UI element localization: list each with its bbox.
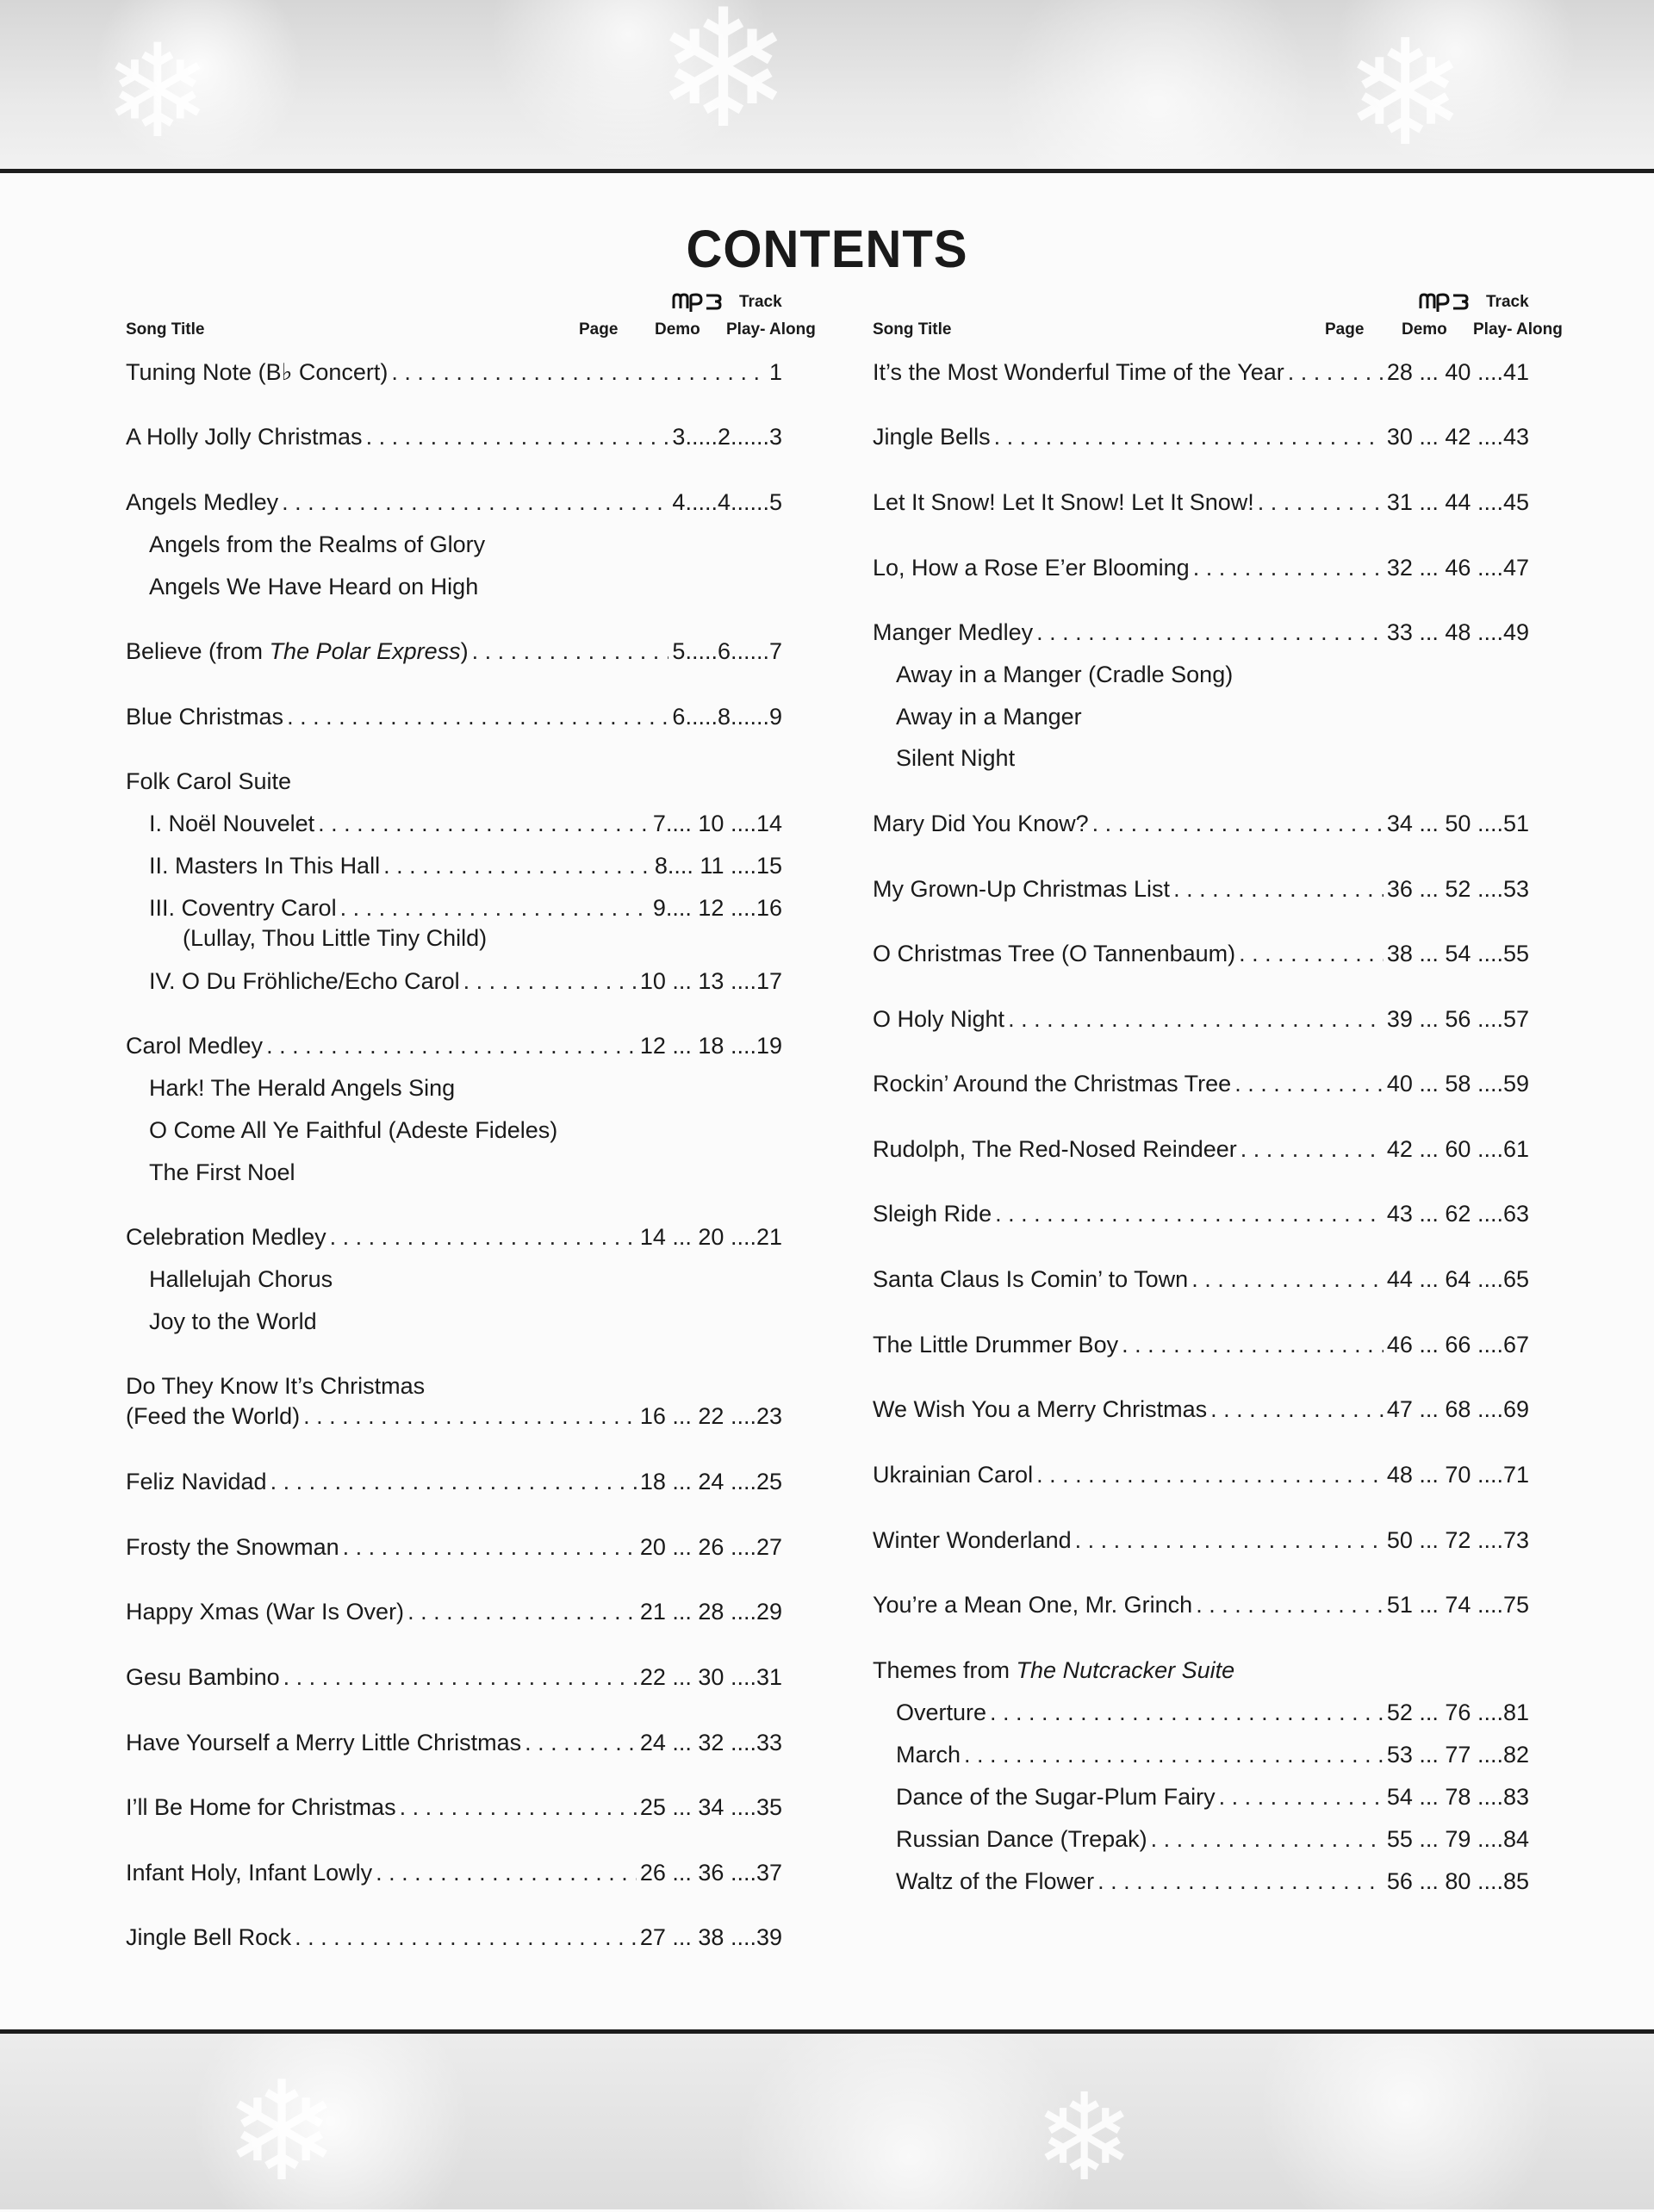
entry-title: Lo, How a Rose E’er Blooming bbox=[873, 555, 1190, 581]
toc-entry[interactable] bbox=[873, 619, 1529, 654]
track-label: Track bbox=[739, 293, 782, 311]
entry-numbers: 20 ... 26 ....27 bbox=[639, 1534, 782, 1560]
toc-entry[interactable] bbox=[873, 941, 1529, 975]
toc-entry[interactable] bbox=[126, 489, 782, 524]
entry-title: Rudolph, The Red-Nosed Reindeer bbox=[873, 1136, 1237, 1162]
entry-title: I’ll Be Home for Christmas bbox=[126, 1794, 396, 1820]
leader-dots bbox=[1193, 555, 1384, 581]
entry-numbers: 51 ... 74 ....75 bbox=[1386, 1592, 1529, 1618]
entry-title: Tuning Note (B♭ Concert) bbox=[126, 359, 389, 385]
entry-title: Let It Snow! Let It Snow! Let It Snow! bbox=[873, 489, 1254, 515]
leader-dots bbox=[995, 1201, 1384, 1227]
leader-dots bbox=[1219, 1784, 1384, 1811]
toc-entry[interactable] bbox=[126, 1534, 782, 1569]
leader-dots bbox=[266, 1033, 637, 1059]
entry-numbers: 27 ... 38 ....39 bbox=[639, 1924, 782, 1950]
entry-title: Overture bbox=[896, 1699, 987, 1725]
leader-dots bbox=[1258, 489, 1384, 516]
entry-title: Frosty the Snowman bbox=[126, 1534, 339, 1560]
track-label: Track bbox=[1486, 293, 1529, 311]
toc-entry[interactable] bbox=[873, 424, 1529, 458]
leader-dots bbox=[287, 704, 668, 730]
leader-dots bbox=[1075, 1527, 1384, 1554]
leader-dots bbox=[525, 1730, 637, 1756]
leader-dots bbox=[303, 1403, 637, 1430]
entry-title: Carol Medley bbox=[126, 1033, 264, 1059]
toc-entry[interactable] bbox=[126, 1924, 782, 1959]
toc-subitem: Angels We Have Heard on High bbox=[149, 574, 479, 600]
entry-numbers: 14 ... 20 ....21 bbox=[639, 1224, 782, 1250]
entry-title: Celebration Medley bbox=[126, 1224, 326, 1250]
leader-dots bbox=[295, 1924, 637, 1951]
entry-numbers: 39 ... 56 ....57 bbox=[1386, 1006, 1529, 1032]
mp3-track-header bbox=[672, 291, 782, 312]
entry-numbers: 4.....4......5 bbox=[672, 489, 782, 515]
entry-numbers: 56 ... 80 ....85 bbox=[1386, 1868, 1529, 1894]
entry-title: Sleigh Ride bbox=[873, 1201, 992, 1227]
entry-title: Gesu Bambino bbox=[126, 1664, 280, 1690]
page-title: CONTENTS bbox=[686, 220, 968, 279]
entry-numbers: 47 ... 68 ....69 bbox=[1386, 1396, 1529, 1422]
entry-title: Blue Christmas bbox=[126, 704, 284, 730]
entry-title: Believe (from The Polar Express) bbox=[126, 638, 469, 664]
entry-title: Jingle Bell Rock bbox=[126, 1924, 292, 1950]
toc-entry[interactable] bbox=[126, 1730, 782, 1764]
toc-subitem: Away in a Manger bbox=[896, 704, 1082, 730]
toc-entry[interactable] bbox=[873, 555, 1529, 589]
toc-entry[interactable] bbox=[126, 1860, 782, 1894]
entry-title: My Grown-Up Christmas List bbox=[873, 876, 1171, 902]
entry-numbers: 48 ... 70 ....71 bbox=[1386, 1462, 1529, 1488]
leader-dots bbox=[472, 638, 669, 665]
play-along-header: Play- Along bbox=[726, 320, 816, 339]
entry-numbers: 10 ... 13 ....17 bbox=[639, 968, 782, 994]
entry-numbers: 55 ... 79 ....84 bbox=[1386, 1826, 1529, 1852]
leader-dots bbox=[1288, 359, 1384, 386]
toc-entry[interactable] bbox=[873, 489, 1529, 524]
leader-dots bbox=[330, 1224, 637, 1251]
toc-entry[interactable] bbox=[873, 1006, 1529, 1041]
entry-numbers: 36 ... 52 ....53 bbox=[1386, 876, 1529, 902]
entry-numbers: 25 ... 34 ....35 bbox=[639, 1794, 782, 1820]
leader-dots bbox=[1210, 1396, 1384, 1423]
entry-title: Angels Medley bbox=[126, 489, 279, 515]
toc-subitem: Silent Night bbox=[896, 745, 1016, 771]
leader-dots bbox=[1239, 941, 1384, 967]
toc-entry[interactable] bbox=[896, 1784, 1529, 1818]
entry-title: Manger Medley bbox=[873, 619, 1034, 645]
entry-title: O Christmas Tree (O Tannenbaum) bbox=[873, 941, 1236, 966]
entry-numbers: 38 ... 54 ....55 bbox=[1386, 941, 1529, 966]
toc-entry[interactable] bbox=[149, 895, 782, 929]
entry-numbers: 26 ... 36 ....37 bbox=[639, 1860, 782, 1886]
snowflake-icon: ❄ bbox=[103, 17, 212, 167]
entry-numbers: 16 ... 22 ....23 bbox=[639, 1403, 782, 1429]
entry-numbers: 21 ... 28 ....29 bbox=[639, 1599, 782, 1625]
entry-numbers: 42 ... 60 ....61 bbox=[1386, 1136, 1529, 1162]
leader-dots bbox=[340, 895, 650, 922]
leader-dots bbox=[1036, 619, 1384, 646]
page-header: Page bbox=[1325, 320, 1365, 339]
snowflake-icon: ❄ bbox=[655, 0, 793, 165]
leader-dots bbox=[1008, 1006, 1384, 1033]
toc-entry[interactable] bbox=[126, 638, 782, 673]
entry-title: The Little Drummer Boy bbox=[873, 1332, 1119, 1358]
toc-entry[interactable] bbox=[149, 968, 782, 1003]
toc-entry[interactable] bbox=[873, 1592, 1529, 1626]
leader-dots bbox=[1191, 1266, 1384, 1293]
bottom-banner bbox=[0, 2029, 1654, 2212]
toc-entry[interactable] bbox=[873, 1136, 1529, 1171]
entry-numbers: 6.....8......9 bbox=[672, 704, 782, 730]
page-header: Page bbox=[579, 320, 619, 339]
entry-numbers: 43 ... 62 ....63 bbox=[1386, 1201, 1529, 1227]
leader-dots bbox=[400, 1794, 637, 1821]
toc-entry[interactable] bbox=[149, 853, 782, 887]
toc-entry[interactable] bbox=[873, 1527, 1529, 1562]
leader-dots bbox=[1196, 1592, 1384, 1619]
leader-dots bbox=[391, 359, 766, 386]
entry-numbers: 1 bbox=[768, 359, 782, 385]
entry-title: IV. O Du Fröhliche/Echo Carol bbox=[149, 968, 460, 994]
top-banner bbox=[0, 0, 1654, 179]
leader-dots bbox=[383, 853, 651, 879]
entry-numbers: 31 ... 44 ....45 bbox=[1386, 489, 1529, 515]
entry-title: Santa Claus Is Comin’ to Town bbox=[873, 1266, 1189, 1292]
entry-numbers: 50 ... 72 ....73 bbox=[1386, 1527, 1529, 1553]
toc-entry[interactable] bbox=[126, 1599, 782, 1633]
song-title-header: Song Title bbox=[873, 320, 952, 339]
mp3-icon bbox=[672, 291, 734, 312]
entry-title: Happy Xmas (War Is Over) bbox=[126, 1599, 405, 1625]
entry-numbers: 7.... 10 ....14 bbox=[652, 811, 782, 836]
leader-dots bbox=[1173, 876, 1384, 903]
entry-title: Russian Dance (Trepak) bbox=[896, 1826, 1147, 1852]
toc-entry[interactable] bbox=[873, 1201, 1529, 1235]
entry-numbers: 28 ... 40 ....41 bbox=[1386, 359, 1529, 385]
entry-numbers: 46 ... 66 ....67 bbox=[1386, 1332, 1529, 1358]
play-along-header: Play- Along bbox=[1473, 320, 1563, 339]
leader-dots bbox=[994, 424, 1384, 450]
toc-entry[interactable] bbox=[873, 1462, 1529, 1496]
leader-dots bbox=[463, 968, 637, 995]
entry-title: It’s the Most Wonderful Time of the Year bbox=[873, 359, 1284, 385]
toc-entry[interactable] bbox=[873, 359, 1529, 394]
toc-entry[interactable] bbox=[126, 1403, 782, 1438]
toc-entry[interactable] bbox=[126, 1469, 782, 1503]
demo-header: Demo bbox=[655, 320, 700, 339]
leader-dots bbox=[376, 1860, 637, 1886]
entry-title: Winter Wonderland bbox=[873, 1527, 1072, 1553]
entry-numbers: 9.... 12 ....16 bbox=[652, 895, 782, 921]
toc-entry[interactable] bbox=[873, 1332, 1529, 1366]
song-title-header: Song Title bbox=[126, 320, 205, 339]
demo-header: Demo bbox=[1402, 320, 1447, 339]
toc-entry[interactable] bbox=[873, 1071, 1529, 1105]
entry-title: Infant Holy, Infant Lowly bbox=[126, 1860, 373, 1886]
toc-subitem: Hallelujah Chorus bbox=[149, 1266, 333, 1292]
leader-dots bbox=[1092, 811, 1384, 837]
entry-numbers: 8.... 11 ....15 bbox=[654, 853, 782, 879]
entry-title: Rockin’ Around the Christmas Tree bbox=[873, 1071, 1232, 1097]
leader-dots bbox=[990, 1699, 1384, 1726]
entry-title: We Wish You a Merry Christmas bbox=[873, 1396, 1208, 1422]
toc-entry[interactable] bbox=[126, 1664, 782, 1699]
toc-entry[interactable] bbox=[126, 1794, 782, 1829]
toc-entry[interactable] bbox=[873, 1266, 1529, 1301]
entry-numbers: 52 ... 76 ....81 bbox=[1386, 1699, 1529, 1725]
toc-entry[interactable] bbox=[896, 1826, 1529, 1861]
toc-entry[interactable] bbox=[873, 811, 1529, 845]
entry-numbers: 34 ... 50 ....51 bbox=[1386, 811, 1529, 836]
entry-title: II. Masters In This Hall bbox=[149, 853, 381, 879]
entry-title: (Feed the World) bbox=[126, 1403, 301, 1429]
entry-numbers: 54 ... 78 ....83 bbox=[1386, 1784, 1529, 1810]
leader-dots bbox=[1122, 1332, 1384, 1358]
entry-numbers: 22 ... 30 ....31 bbox=[639, 1664, 782, 1690]
leader-dots bbox=[1240, 1136, 1384, 1163]
leader-dots bbox=[366, 424, 669, 450]
toc-entry[interactable] bbox=[126, 1224, 782, 1258]
entry-numbers: 18 ... 24 ....25 bbox=[639, 1469, 782, 1494]
toc-subitem: Hark! The Herald Angels Sing bbox=[149, 1075, 456, 1101]
entry-title: March bbox=[896, 1742, 961, 1768]
toc-subitem: The First Noel bbox=[149, 1159, 295, 1185]
entry-title: Dance of the Sugar-Plum Fairy bbox=[896, 1784, 1216, 1810]
entry-numbers: 24 ... 32 ....33 bbox=[639, 1730, 782, 1755]
entry-title-line1: Do They Know It’s Christmas bbox=[126, 1373, 426, 1399]
leader-dots bbox=[1097, 1868, 1384, 1895]
toc-subitem: Angels from the Realms of Glory bbox=[149, 531, 486, 557]
mp3-icon bbox=[1419, 291, 1481, 312]
entry-numbers: 5.....6......7 bbox=[672, 638, 782, 664]
entry-numbers: 53 ... 77 ....82 bbox=[1386, 1742, 1529, 1768]
entry-title: O Holy Night bbox=[873, 1006, 1005, 1032]
entry-title: III. Coventry Carol bbox=[149, 895, 337, 921]
toc-section-heading: Folk Carol Suite bbox=[126, 768, 292, 794]
leader-dots bbox=[282, 489, 668, 516]
toc-entry[interactable] bbox=[149, 811, 782, 845]
entry-title: A Holly Jolly Christmas bbox=[126, 424, 363, 450]
toc-entry[interactable] bbox=[896, 1868, 1529, 1903]
toc-entry[interactable] bbox=[126, 424, 782, 458]
toc-entry[interactable] bbox=[873, 1396, 1529, 1431]
entry-title: Ukrainian Carol bbox=[873, 1462, 1034, 1488]
entry-title: Have Yourself a Merry Little Christmas bbox=[126, 1730, 522, 1755]
entry-title: Mary Did You Know? bbox=[873, 811, 1089, 836]
leader-dots bbox=[1036, 1462, 1384, 1488]
leader-dots bbox=[318, 811, 650, 837]
entry-title: Jingle Bells bbox=[873, 424, 991, 450]
entry-title: Feliz Navidad bbox=[126, 1469, 267, 1494]
leader-dots bbox=[964, 1742, 1384, 1768]
toc-section-heading: Themes from The Nutcracker Suite bbox=[873, 1657, 1235, 1683]
entry-numbers: 30 ... 42 ....43 bbox=[1386, 424, 1529, 450]
toc-entry[interactable] bbox=[873, 876, 1529, 910]
toc-entry[interactable] bbox=[896, 1699, 1529, 1734]
entry-title: Waltz of the Flower bbox=[896, 1868, 1095, 1894]
entry-title-line2: (Lullay, Thou Little Tiny Child) bbox=[183, 925, 488, 951]
entry-numbers: 32 ... 46 ....47 bbox=[1386, 555, 1529, 581]
toc-entry[interactable] bbox=[896, 1742, 1529, 1776]
entry-numbers: 44 ... 64 ....65 bbox=[1386, 1266, 1529, 1292]
entry-title: I. Noël Nouvelet bbox=[149, 811, 315, 836]
snowflake-icon: ❄ bbox=[1344, 9, 1467, 179]
entry-numbers: 40 ... 58 ....59 bbox=[1386, 1071, 1529, 1097]
leader-dots bbox=[283, 1664, 637, 1691]
entry-numbers: 33 ... 48 ....49 bbox=[1386, 619, 1529, 645]
entry-title: You’re a Mean One, Mr. Grinch bbox=[873, 1592, 1193, 1618]
leader-dots bbox=[407, 1599, 637, 1625]
toc-subitem: Away in a Manger (Cradle Song) bbox=[896, 662, 1234, 687]
leader-dots bbox=[1234, 1071, 1384, 1097]
toc-entry[interactable] bbox=[126, 1033, 782, 1067]
leader-dots bbox=[270, 1469, 637, 1495]
entry-numbers: 12 ... 18 ....19 bbox=[639, 1033, 782, 1059]
mp3-track-header bbox=[1419, 291, 1529, 312]
snowflake-icon: ❄ bbox=[1034, 2068, 1135, 2209]
leader-dots bbox=[343, 1534, 637, 1561]
leader-dots bbox=[1151, 1826, 1384, 1853]
toc-subitem: Joy to the World bbox=[149, 1308, 317, 1334]
toc-entry[interactable] bbox=[126, 359, 782, 394]
toc-entry[interactable] bbox=[126, 704, 782, 738]
entry-numbers: 3.....2......3 bbox=[672, 424, 782, 450]
toc-subitem: O Come All Ye Faithful (Adeste Fideles) bbox=[149, 1117, 558, 1143]
snowflake-icon: ❄ bbox=[224, 2051, 340, 2212]
